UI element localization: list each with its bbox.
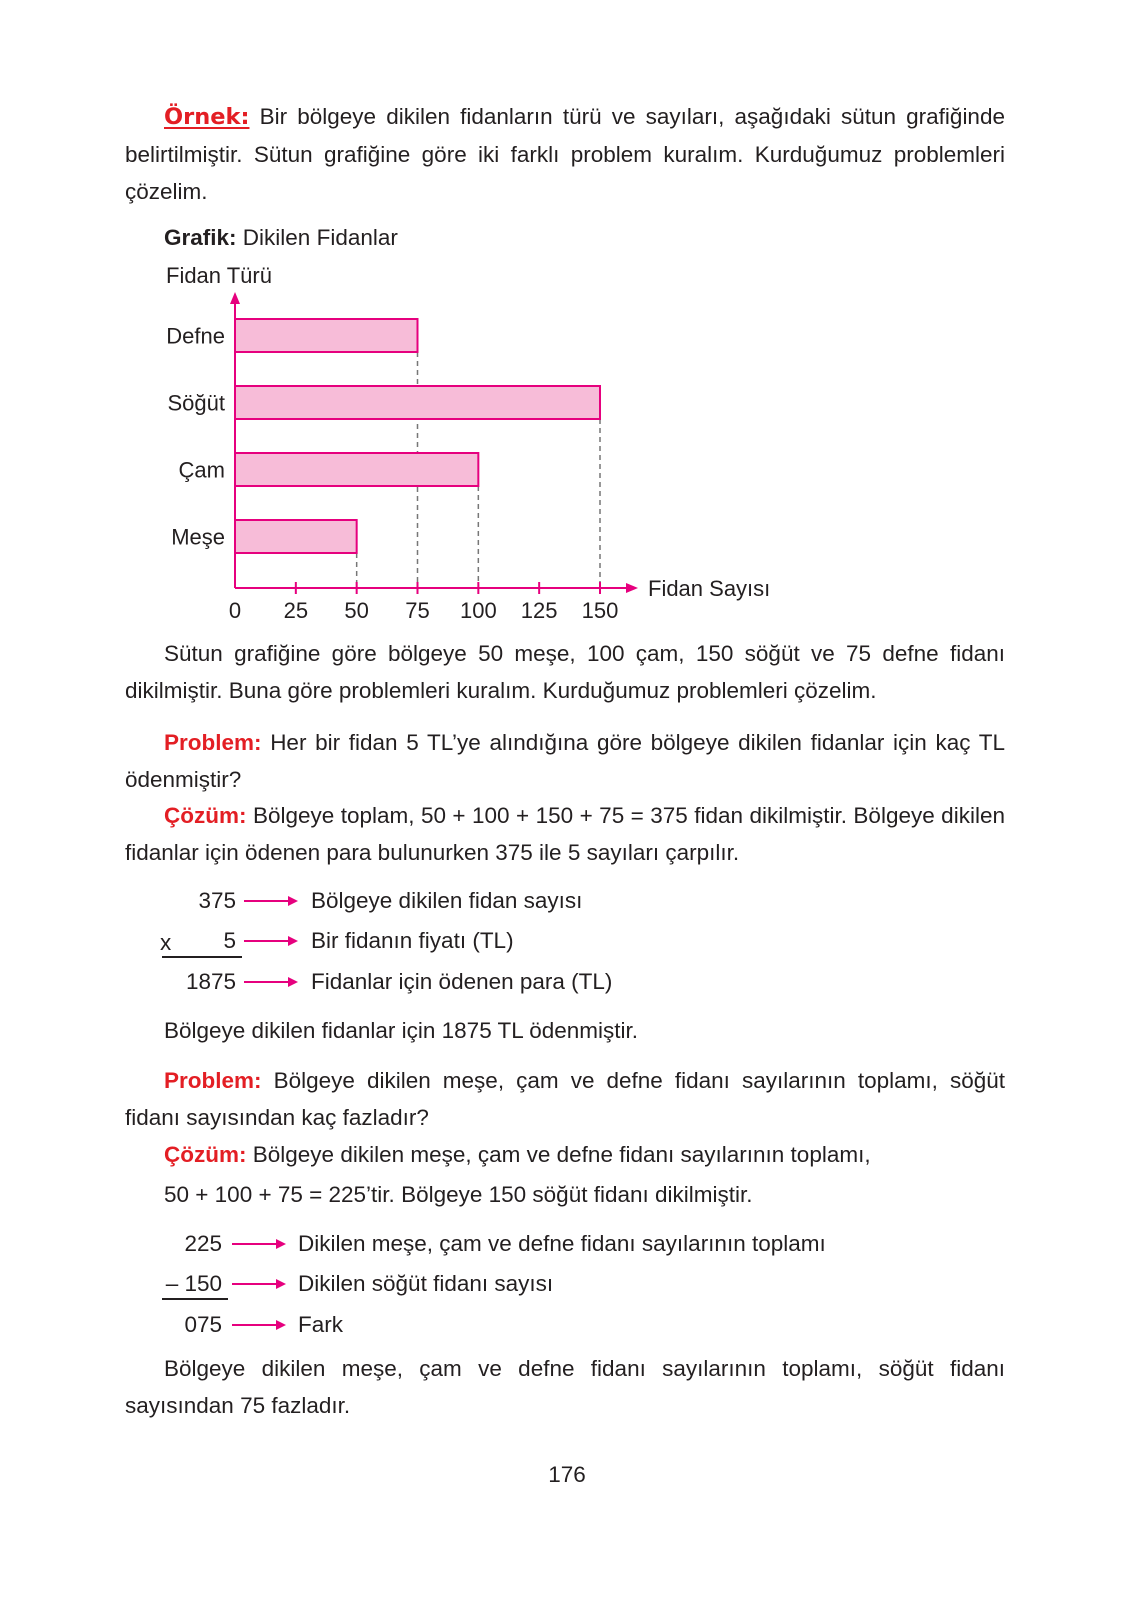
calc2-label: Dikilen söğüt fidanı sayısı: [298, 1271, 554, 1296]
arrow-icon: [232, 1279, 286, 1289]
x-tick-label: 125: [520, 598, 558, 623]
calc2-label: Fark: [298, 1312, 343, 1337]
solution2-text: Bölgeye dikilen meşe, çam ve defne fidanı sayılarının toplamı,: [252, 1142, 871, 1167]
calc1-label: Fidanlar için ödenen para (TL): [311, 969, 613, 994]
x-tick-label: 0: [228, 598, 242, 623]
bar: [235, 520, 357, 553]
arrow-icon: [244, 977, 298, 987]
problem1-paragraph: [125, 724, 1005, 798]
calc1-result: 1875: [185, 969, 236, 994]
calc1-label: Bir fidanın fiyatı (TL): [311, 928, 514, 953]
x-tick-label: 50: [344, 598, 369, 623]
problem2-label: Problem:: [164, 1068, 262, 1093]
x-tick-label: 25: [283, 598, 309, 623]
solution1-paragraph: [125, 797, 1005, 871]
problem2-paragraph: [125, 1062, 1005, 1136]
graph-caption-title: Dikilen Fidanlar: [242, 225, 398, 250]
solution2-label: Çözüm:: [164, 1142, 247, 1167]
conclusion2: Bölgeye dikilen meşe, çam ve defne fidanı sayılarının toplamı, söğüt fidanı sayısından 75 fazladır.: [125, 1356, 1005, 1418]
graph-caption: [164, 224, 398, 252]
category-label: Meşe: [171, 524, 225, 550]
bar: [235, 319, 418, 352]
y-axis-arrow-icon: [230, 292, 240, 304]
intro-text: Bir bölgeye dikilen fidanların türü ve sayıları, aşağıdaki sütun grafiğinde belirtilmiştir. Sütun grafiğine göre iki farklı problem kuralım. Kurduğumuz problemleri çözelim.: [125, 104, 1005, 204]
x-axis-label: Fidan Sayısı: [648, 576, 771, 601]
arrow-icon: [244, 936, 298, 946]
bar-chart: [150, 262, 850, 623]
problem1-label: Problem:: [164, 730, 262, 755]
bar: [235, 386, 600, 419]
problem1-text: Her bir fidan 5 TL’ye alındığına göre bölgeye dikilen fidanlar için kaç TL ödenmiştir?: [125, 730, 1005, 792]
category-label: Çam: [178, 457, 225, 483]
intro-paragraph: [125, 98, 1005, 210]
calc2-arrows: [232, 1231, 292, 1351]
x-tick-label: 150: [581, 598, 619, 623]
solution1-text: Bölgeye toplam, 50 + 100 + 150 + 75 = 375 fidan dikilmiştir. Bölgeye dikilen fidanlar için ödenen para bulunurken 375 ile 5 sayıları çarpılır.: [125, 803, 1005, 865]
calc2-label: Dikilen meşe, çam ve defne fidanı sayılarının toplamı: [298, 1231, 826, 1256]
bar: [235, 453, 478, 486]
solution1-label: Çözüm:: [164, 803, 247, 828]
calc1-value: 375: [198, 888, 236, 913]
calc2-value: – 150: [165, 1271, 222, 1296]
solution2-line: [164, 1141, 871, 1169]
arrow-icon: [232, 1239, 286, 1249]
category-label: Söğüt: [167, 390, 225, 416]
x-axis-arrow-icon: [626, 583, 638, 593]
calc2-underline: [162, 1298, 228, 1300]
calc2-result: 075: [184, 1312, 222, 1337]
y-axis-label: Fidan Türü: [166, 263, 272, 288]
page-number: 176: [548, 1462, 586, 1487]
solution2-line2: 50 + 100 + 75 = 225’tir. Bölgeye 150 söğüt fidanı dikilmiştir.: [164, 1182, 753, 1207]
conclusion1: Bölgeye dikilen fidanlar için 1875 TL ödenmiştir.: [164, 1018, 639, 1043]
calc1-label: Bölgeye dikilen fidan sayısı: [311, 888, 583, 913]
calc2-value: 225: [184, 1231, 222, 1256]
problem2-text: Bölgeye dikilen meşe, çam ve defne fidanı sayılarının toplamı, söğüt fidanı sayısından kaç fazladır?: [125, 1068, 1005, 1130]
calc1-value: 5: [223, 928, 236, 953]
multiply-operator: x: [160, 930, 172, 955]
arrow-icon: [244, 896, 298, 906]
x-tick-label: 75: [405, 598, 430, 623]
x-tick-label: 100: [459, 598, 497, 623]
calc1-arrows: [244, 888, 304, 1008]
summary-paragraph: Sütun grafiğine göre bölgeye 50 meşe, 100 çam, 150 söğüt ve 75 defne fidanı dikilmiştir. Buna göre problemleri kuralım. Kurduğumuz problemleri çözelim.: [125, 641, 1005, 703]
graph-caption-label: Grafik:: [164, 225, 237, 250]
calc1-underline: [162, 956, 242, 958]
category-label: Defne: [166, 323, 225, 349]
arrow-icon: [232, 1320, 286, 1330]
ornek-label: Örnek:: [164, 104, 250, 130]
